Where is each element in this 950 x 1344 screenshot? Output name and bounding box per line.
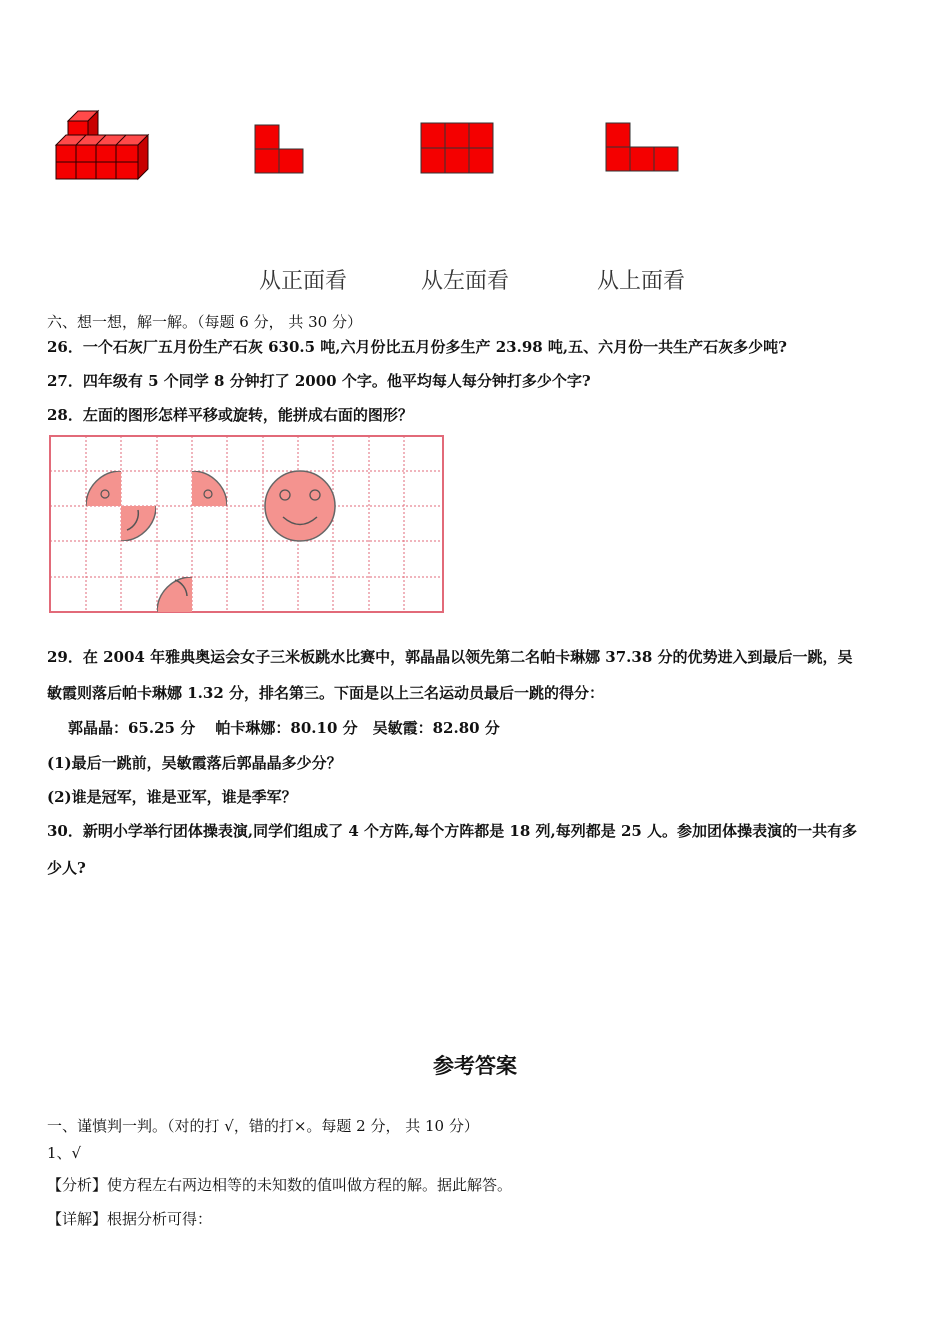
answers-section1-heading: 一、谨慎判一判。（对的打 √，错的打×。每题 2 分， 共 10 分） xyxy=(47,1117,479,1135)
top-view-label: 从上面看 xyxy=(597,269,686,294)
cube-solid-figure xyxy=(50,105,150,185)
question-30-line2: 少人? xyxy=(47,859,86,877)
smiley-face xyxy=(265,471,335,541)
grid-lines xyxy=(50,436,443,612)
question-28: 28．左面的图形怎样平移或旋转，能拼成右面的图形？ xyxy=(47,406,413,424)
translation-rotation-grid xyxy=(47,434,447,616)
grid-border xyxy=(50,436,443,612)
quarter-piece-bottom xyxy=(157,577,227,616)
top-view-figure xyxy=(605,122,681,174)
left-view-label: 从左面看 xyxy=(421,269,510,294)
section6-heading: 六、想一想，解一解。（每题 6 分， 共 30 分） xyxy=(47,313,362,331)
answer-title: 参考答案 xyxy=(433,1053,517,1078)
question-29-line1: 29．在 2004 年雅典奥运会女子三米板跳水比赛中，郭晶晶以领先第二名帕卡琳娜 37.38 分的优势进入到最后一跳，吴 xyxy=(47,648,853,666)
question-26: 26．一个石灰厂五月份生产石灰 630.5 吨,六月份比五月份多生产 23.98 吨,五、六月份一共生产石灰多少吨? xyxy=(47,338,787,356)
answer-analysis: 【分析】使方程左右两边相等的未知数的值叫做方程的解。据此解答。 xyxy=(47,1176,513,1194)
question-27: 27．四年级有 5 个同学 8 分钟打了 2000 个字。他平均每人每分钟打多少个字? xyxy=(47,372,591,390)
answer-detail: 【详解】根据分析可得： xyxy=(47,1210,213,1228)
left-view-figure xyxy=(420,122,496,176)
front-view-figure xyxy=(254,124,306,176)
question-29-sub2: (2)谁是冠军，谁是亚军，谁是季军？ xyxy=(47,788,297,806)
answer-1: 1、√ xyxy=(47,1144,82,1162)
question-30-line1: 30．新明小学举行团体操表演,同学们组成了 4 个方阵,每个方阵都是 18 列,每列都是 25 人。参加团体操表演的一共有多 xyxy=(47,822,858,840)
front-view-label: 从正面看 xyxy=(259,269,348,294)
question-29-line2: 敏霞则落后帕卡琳娜 1.32 分，排名第三。下面是以上三名运动员最后一跳的得分： xyxy=(47,684,604,702)
question-29-scores: 郭晶晶：65.25 分 帕卡琳娜：80.10 分 吴敏霞：82.80 分 xyxy=(68,719,500,737)
question-29-sub1: (1)最后一跳前，吴敏霞落后郭晶晶多少分？ xyxy=(47,754,342,772)
